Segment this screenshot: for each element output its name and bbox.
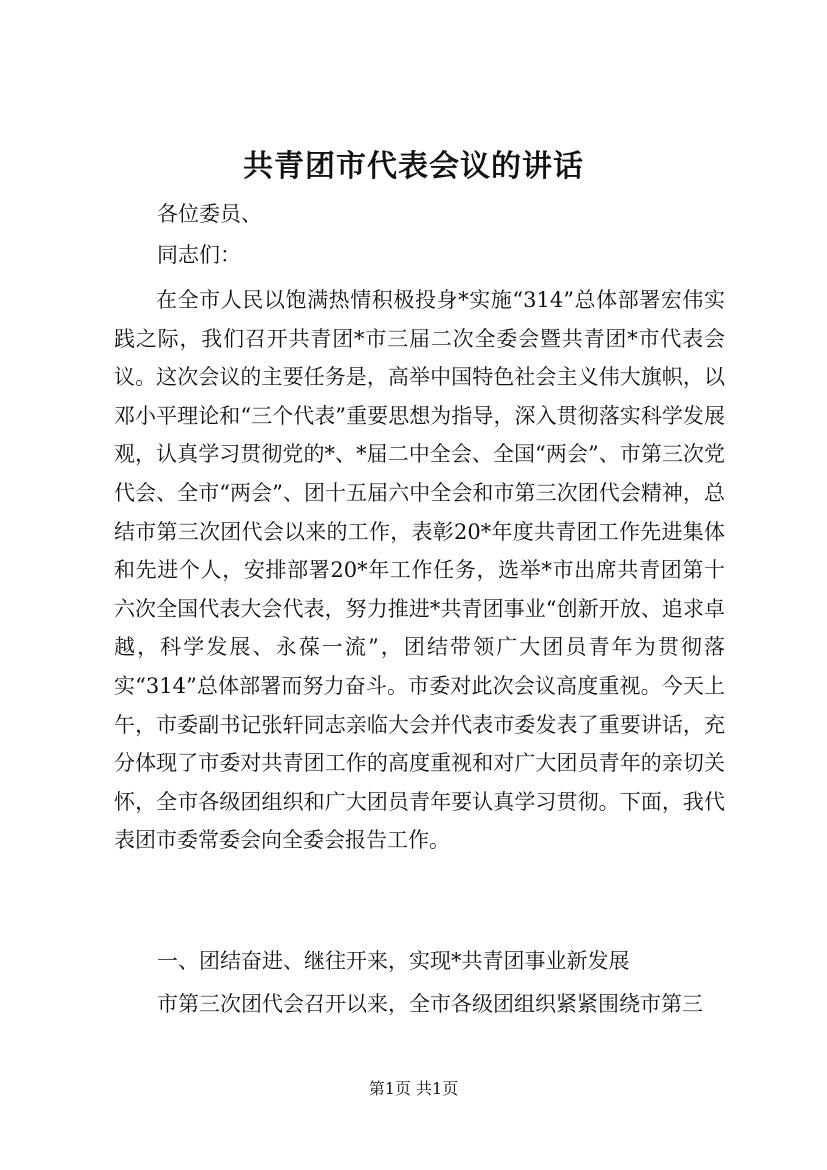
- paragraph-opening: 在全市人民以饱满热情积极投身*实施“314”总体部署宏伟实践之际，我们召开共青团*市三届二次全委会暨共青团*市代表会议。这次会议的主要任务是，高举中国特色社会主义伟大旗帜，以邓小平理论和“三个代表”重要思想为指导，深入贯彻落实科学发展观，认真学习贯彻党的*、*届二中全会、全国“两会”、市第三次党代会、全市“两会”、团十五届六中全会和市第三次团代会精神，总结市第三次团代会以来的工作，表彰20*年度共青团工作先进集体和先进个人，安排部署20*年工作任务，选举*市出席共青团第十六次全国代表大会代表，努力推进*共青团事业“创新开放、追求卓越，科学发展、永葆一流”，团结带领广大团员青年为贯彻落实“314”总体部署而努力奋斗。市委对此次会议高度重视。今天上午，市委副书记张轩同志亲临大会并代表市委发表了重要讲话，充分体现了市委对共青团工作的高度重视和对广大团员青年的亲切关怀，全市各级团组织和广大团员青年要认真学习贯彻。下面，我代表团市委常委会向全委会报告工作。: [114, 288, 725, 853]
- salutation-committee-members: 各位委员、: [157, 202, 262, 226]
- document-title: 共青团市代表会议的讲话: [243, 149, 584, 184]
- section-heading: 一、团结奋进、继往开来，实现*共青团事业新发展: [157, 949, 630, 973]
- body-text: [114, 281, 725, 860]
- paragraph-section-one: 市第三次团代会召开以来，全市各级团组织紧紧围绕市第三: [157, 992, 703, 1016]
- page-number-footer: 第1页 共1页: [368, 1079, 459, 1098]
- salutation-comrades: 同志们：: [157, 243, 241, 267]
